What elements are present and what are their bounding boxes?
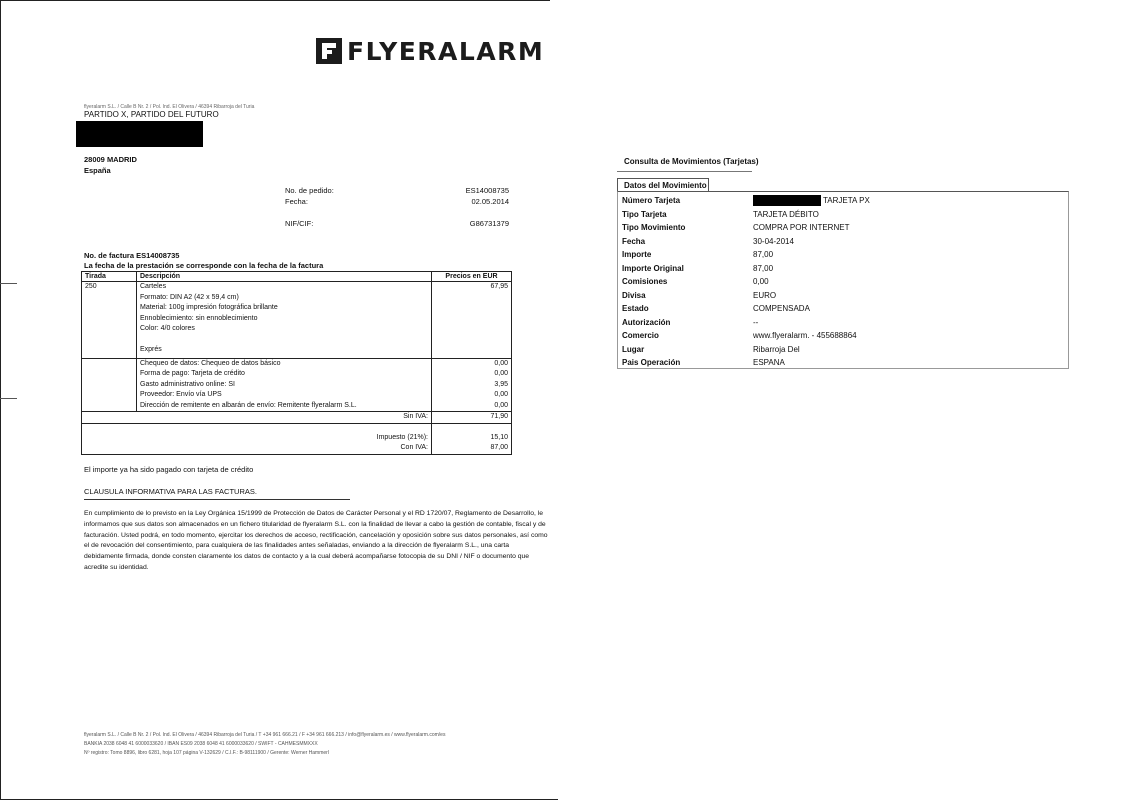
table-row <box>82 380 512 391</box>
detail-value: www.flyeralarm. - 455688864 <box>753 331 857 340</box>
nif-label: NIF/CIF: <box>285 219 314 228</box>
extra-desc: Chequeo de datos: Chequeo de datos básico <box>137 358 432 369</box>
table-row <box>82 390 512 401</box>
footer-line: BANKIA 2038 6048 41 6000033620 / IBAN ES09 2038 6048 41 6000033620 / SWIFT - CAHMESMMXXX <box>84 741 318 747</box>
detail-value: COMPENSADA <box>753 304 810 313</box>
clause-title: CLAUSULA INFORMATIVA PARA LAS FACTURAS. <box>84 487 257 496</box>
impuesto-label: Impuesto (21%): <box>82 433 432 444</box>
header-price: Precios en EUR <box>432 272 512 282</box>
invoice-number: No. de factura ES14008735 <box>84 251 180 260</box>
logo-text: FLYERALARM <box>347 36 545 66</box>
invoice-table <box>81 271 512 455</box>
sin-iva-value: 71,90 <box>432 412 512 424</box>
detail-row <box>622 208 1062 221</box>
header-qty: Tirada <box>82 272 137 282</box>
order-number-label: No. de pedido: <box>285 186 334 195</box>
detail-label: Divisa <box>622 291 646 300</box>
desc-line: Material: 100g impresión fotográfica brillante <box>140 304 278 311</box>
redacted-card-number <box>753 195 821 206</box>
title-divider <box>617 171 752 172</box>
con-iva-value: 87,00 <box>432 443 512 454</box>
detail-row <box>622 275 1062 288</box>
detail-value: TARJETA PX <box>823 196 870 205</box>
detail-row <box>622 302 1062 315</box>
detail-value: 87,00 <box>753 250 774 259</box>
extra-price: 0,00 <box>432 358 512 369</box>
fold-mark <box>0 283 17 284</box>
main-price: 67,95 <box>432 282 512 359</box>
desc-line <box>140 335 428 346</box>
tab-datos-movimiento[interactable]: Datos del Movimiento <box>617 178 709 192</box>
detail-label: Importe Original <box>622 264 684 273</box>
desc-line: Ennoblecimiento: sin ennoblecimiento <box>140 314 258 322</box>
subtotal-row <box>82 412 512 424</box>
detail-label: Fecha <box>622 237 646 246</box>
footer-line: flyeralarm S.L. / Calle B Nr. 2 / Pol. Ind. El Olivera / 46394 Ribarroja del Turia / T +34 961 666.21 / F +34 961 666.213 / info@flyeralarm.es / www.flyeralarm.com/es <box>84 732 446 738</box>
main-description <box>137 282 432 359</box>
detail-value: 0,00 <box>753 277 769 286</box>
order-number-value: ES14008735 <box>465 186 509 195</box>
detail-row <box>622 235 1062 248</box>
nif-value: G86731379 <box>469 219 509 228</box>
recipient-city-block <box>84 154 137 176</box>
detail-row <box>622 262 1062 275</box>
detail-label: Estado <box>622 304 649 313</box>
extra-price: 0,00 <box>432 401 512 412</box>
recipient-name: PARTIDO X, PARTIDO DEL FUTURO <box>84 110 219 119</box>
tax-row <box>82 433 512 444</box>
detail-value: 87,00 <box>753 264 774 273</box>
detail-label: Número Tarjeta <box>622 196 681 205</box>
desc-line: Exprés <box>140 346 162 353</box>
detail-value: 30-04-2014 <box>753 237 794 246</box>
total-row <box>82 443 512 454</box>
extra-price: 0,00 <box>432 369 512 380</box>
desc-line: Carteles <box>140 283 167 290</box>
date-value: 02.05.2014 <box>471 197 509 206</box>
page-border-top <box>0 0 550 1</box>
detail-value: ESPANA <box>753 358 785 367</box>
fold-mark <box>0 398 17 399</box>
sender-return-address: flyeralarm S.L. / Calle B Nr. 2 / Pol. Ind. El Olivera / 46394 Ribarroja del Turia <box>84 104 255 110</box>
clause-body: En cumplimiento de lo previsto en la Ley Orgánica 15/1999 de Protección de Datos de Carácter Personal y el RD 1720/07, Reglamento de Desarrollo, le informamos que sus datos son almacenados en un fichero titularidad de flyeralarm S.L. con la finalidad de llevar a cabo la gestión de contable, fiscal y de facturación. Usted podrá, en todo momento, ejercitar los derechos de acceso, rectificación, cancelación y oposición sobre sus datos personales, así como el de revocación del consentimiento, para cualquiera de las finalidades antes señaladas, enviando a la dirección de flyeralarm S.L., una carta debidamente firmada, donde consten claramente los datos de contacto y a la cual deberá acompañarse fotocopia de su DNI / NIF o documento que acredite su identidad. <box>84 510 548 571</box>
detail-label: Comisiones <box>622 277 668 286</box>
movement-panel-title: Consulta de Movimientos (Tarjetas) <box>624 157 759 166</box>
detail-label: Tipo Tarjeta <box>622 210 667 219</box>
extra-desc: Dirección de remitente en albarán de envío: Remitente flyeralarm S.L. <box>137 401 432 412</box>
detail-row <box>622 221 1062 234</box>
extra-desc: Forma de pago: Tarjeta de crédito <box>137 369 432 380</box>
spacer-row <box>82 423 512 433</box>
detail-value: TARJETA DÉBITO <box>753 210 819 219</box>
flyeralarm-logo-icon <box>316 38 342 64</box>
page-border-bottom <box>0 799 558 800</box>
date-label: Fecha: <box>285 197 308 206</box>
desc-line: Formato: DIN A2 (42 x 59,4 cm) <box>140 293 239 301</box>
detail-label: Importe <box>622 250 652 259</box>
extra-desc: Gasto administrativo online: SI <box>137 380 432 391</box>
page-border-left <box>0 0 1 800</box>
detail-label: Pais Operación <box>622 358 681 367</box>
detail-row <box>622 316 1062 329</box>
recipient-city: 28009 MADRID <box>84 155 137 164</box>
table-row <box>82 401 512 412</box>
movement-details-box <box>617 191 1069 369</box>
redacted-address <box>76 121 203 147</box>
detail-value: Ribarroja Del <box>753 345 800 354</box>
detail-label: Tipo Movimiento <box>622 223 686 232</box>
table-row <box>82 358 512 369</box>
paid-note: El importe ya ha sido pagado con tarjeta de crédito <box>84 465 254 474</box>
main-qty: 250 <box>82 282 137 359</box>
table-header-row <box>82 272 512 282</box>
extra-price: 3,95 <box>432 380 512 391</box>
service-date-note: La fecha de la prestación se corresponde con la fecha de la factura <box>84 261 324 270</box>
detail-value: -- <box>753 318 759 327</box>
header-description: Descripción <box>137 272 432 282</box>
detail-row <box>622 329 1062 342</box>
detail-row <box>622 248 1062 261</box>
desc-line: Color: 4/0 colores <box>140 325 195 332</box>
table-row <box>82 282 512 359</box>
detail-row <box>622 289 1062 302</box>
detail-value: EURO <box>753 291 777 300</box>
detail-row <box>622 194 1062 207</box>
flyeralarm-logo <box>316 36 544 66</box>
extra-price: 0,00 <box>432 390 512 401</box>
detail-row <box>622 343 1062 356</box>
detail-label: Lugar <box>622 345 645 354</box>
extra-desc: Proveedor: Envío vía UPS <box>137 390 432 401</box>
detail-value: COMPRA POR INTERNET <box>753 223 850 232</box>
clause-divider <box>84 499 350 500</box>
sin-iva-label: Sin IVA: <box>82 412 432 424</box>
invoice-heading <box>84 251 323 271</box>
table-row <box>82 369 512 380</box>
detail-label: Autorización <box>622 318 671 327</box>
footer-line: Nº registro: Tomo 8896, libro 6281, hoja 107 página V-132629 / C.I.F.: B-98111900 / Gerente: Werner Hammerl <box>84 750 329 756</box>
detail-label: Comercio <box>622 331 659 340</box>
detail-row <box>622 356 1062 369</box>
impuesto-value: 15,10 <box>432 433 512 444</box>
invoice-footer <box>84 731 554 758</box>
recipient-country: España <box>84 166 111 175</box>
con-iva-label: Con IVA: <box>82 443 432 454</box>
